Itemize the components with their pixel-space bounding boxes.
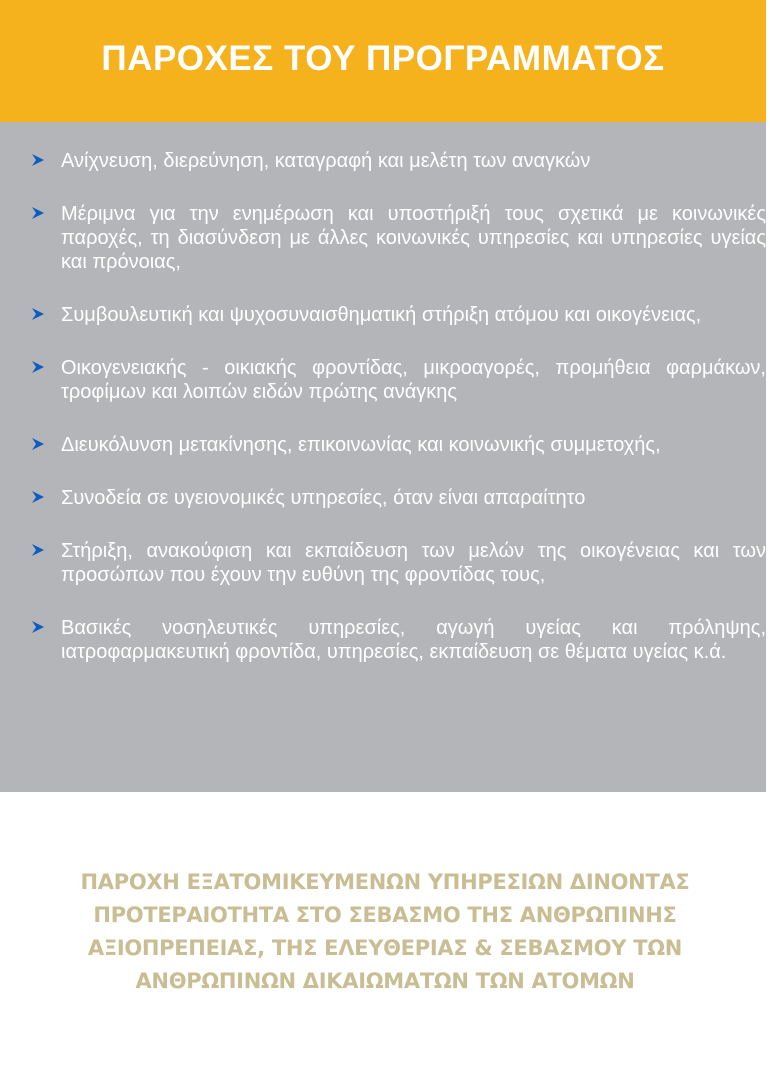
arrowhead-bullet-icon: [31, 303, 61, 325]
list-item-text: Οικογενειακής - οικιακής φροντίδας, μικροαγορές, προμήθεια φαρμάκων, τροφίμων και λοιπών ειδών πρώτης ανάγκης: [61, 357, 766, 403]
arrowhead-bullet-icon: [31, 356, 61, 378]
list-item-text: Στήριξη, ανακούφιση και εκπαίδευση των μελών της οικογένειας και των προσώπων που έχουν την ευθύνη της φροντίδας τους,: [61, 540, 766, 586]
list-item: [31, 539, 766, 587]
page-title: ΠΑΡΟΧΕΣ ΤΟΥ ΠΡΟΓΡΑΜΜΑΤΟΣ: [101, 39, 665, 78]
list-item-text: Συμβουλευτική και ψυχοσυναισθηματική στήριξη ατόμου και οικογένειας,: [61, 304, 702, 326]
list-item-text: Συνοδεία σε υγειονομικές υπηρεσίες, όταν είναι απαραίτητο: [61, 487, 586, 509]
list-item: [31, 433, 766, 457]
list-item-text: Διευκόλυνση μετακίνησης, επικοινωνίας και κοινωνικής συμμετοχής,: [61, 434, 661, 456]
list-item-text: Μέριμνα για την ενημέρωση και υποστήριξή τους σχετικά με κοινωνικές παροχές, τη διασύνδεση με άλλες κοινωνικές υπηρεσίες και υπηρεσίες υγείας και πρόνοιας,: [61, 203, 766, 273]
arrowhead-bullet-icon: [31, 149, 61, 171]
list-item: [31, 202, 766, 274]
header-banner: [0, 0, 766, 122]
list-item: [31, 303, 766, 327]
arrowhead-bullet-icon: [31, 202, 61, 224]
footer-statement: ΠΑΡΟΧΗ ΕΞΑΤΟΜΙΚΕΥΜΕΝΩΝ ΥΠΗΡΕΣΙΩΝ ΔΙΝΟΝΤΑΣ ΠΡΟΤΕΡΑΙΟΤΗΤΑ ΣΤΟ ΣΕΒΑΣΜΟ ΤΗΣ ΑΝΘΡΩΠΙΝΗΣ ΑΞΙΟΠΡΕΠΕΙΑΣ, ΤΗΣ ΕΛΕΥΘΕΡΙΑΣ & ΣΕΒΑΣΜΟΥ ΤΩΝ ΑΝΘΡΩΠΙΝΩΝ ΔΙΚΑΙΩΜΑΤΩΝ ΤΩΝ ΑΤΟΜΩΝ: [80, 870, 690, 993]
list-item: [31, 486, 766, 510]
arrowhead-bullet-icon: [31, 616, 61, 638]
list-item: [31, 616, 766, 664]
services-list: [31, 149, 766, 693]
arrowhead-bullet-icon: [31, 486, 61, 508]
list-item: [31, 149, 766, 173]
list-item: [31, 356, 766, 404]
list-item-text: Βασικές νοσηλευτικές υπηρεσίες, αγωγή υγείας και πρόληψης, ιατροφαρμακευτική φροντίδα, υπηρεσίες, εκπαίδευση σε θέματα υγείας κ.ά.: [61, 617, 766, 663]
arrowhead-bullet-icon: [31, 539, 61, 561]
list-item-text: Ανίχνευση, διερεύνηση, καταγραφή και μελέτη των αναγκών: [61, 150, 591, 172]
arrowhead-bullet-icon: [31, 433, 61, 455]
